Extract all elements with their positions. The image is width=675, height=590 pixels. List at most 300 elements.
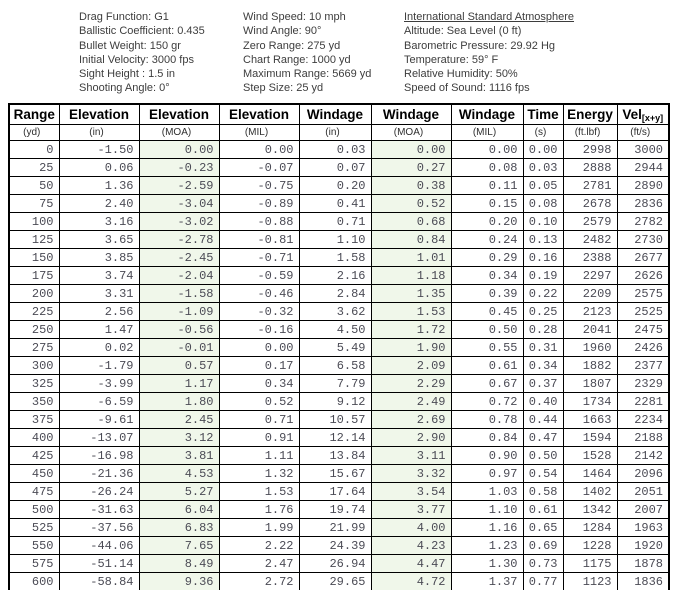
cell: 525 [9, 519, 59, 537]
cell: 0.08 [523, 195, 563, 213]
cell: 450 [9, 465, 59, 483]
unit-energy: (ft.lbf) [563, 125, 617, 141]
cell: -37.56 [59, 519, 139, 537]
cell: 13.84 [299, 447, 371, 465]
unit-windage-mil: (MIL) [451, 125, 523, 141]
setting-altitude: Altitude: Sea Level (0 ft) [404, 25, 522, 38]
cell: -3.02 [139, 213, 219, 231]
cell: 2579 [563, 213, 617, 231]
header-elevation-mil: Elevation [219, 104, 299, 125]
cell: 0.84 [371, 231, 451, 249]
cell: -58.84 [59, 573, 139, 590]
cell: 200 [9, 285, 59, 303]
cell: 2525 [617, 303, 669, 321]
cell: -0.88 [219, 213, 299, 231]
cell: 0.00 [371, 141, 451, 159]
table-row [9, 483, 669, 501]
cell: 2.84 [299, 285, 371, 303]
cell: 0.24 [451, 231, 523, 249]
cell: 4.47 [371, 555, 451, 573]
cell: 550 [9, 537, 59, 555]
cell: 2.56 [59, 303, 139, 321]
cell: 125 [9, 231, 59, 249]
cell: 2.09 [371, 357, 451, 375]
cell: 1.10 [451, 501, 523, 519]
cell: 0.00 [523, 141, 563, 159]
cell: -2.04 [139, 267, 219, 285]
cell: 1.03 [451, 483, 523, 501]
setting-ballistic-coefficient: Ballistic Coefficient: 0.435 [79, 25, 205, 38]
cell: 2096 [617, 465, 669, 483]
cell: 2575 [617, 285, 669, 303]
cell: -0.01 [139, 339, 219, 357]
cell: 19.74 [299, 501, 371, 519]
cell: 2730 [617, 231, 669, 249]
cell: -1.50 [59, 141, 139, 159]
cell: 15.67 [299, 465, 371, 483]
cell: 50 [9, 177, 59, 195]
cell: -31.63 [59, 501, 139, 519]
cell: 2.16 [299, 267, 371, 285]
cell: 5.49 [299, 339, 371, 357]
cell: 2.40 [59, 195, 139, 213]
cell: 0.25 [523, 303, 563, 321]
cell: 0.57 [139, 357, 219, 375]
cell: 2209 [563, 285, 617, 303]
header-windage-mil: Windage [451, 104, 523, 125]
cell: 2142 [617, 447, 669, 465]
cell: 0.20 [451, 213, 523, 231]
atmosphere-title: International Standard Atmosphere [404, 11, 575, 23]
table-row [9, 159, 669, 177]
unit-elevation-in: (in) [59, 125, 139, 141]
cell: 0.31 [523, 339, 563, 357]
cell: 0.39 [451, 285, 523, 303]
cell: 0.45 [451, 303, 523, 321]
table-units-row [9, 125, 669, 141]
setting-barometric-pressure: Barometric Pressure: 29.92 Hg [404, 39, 556, 52]
cell: -44.06 [59, 537, 139, 555]
cell: 1175 [563, 555, 617, 573]
cell: 0.08 [451, 159, 523, 177]
cell: 0.71 [219, 411, 299, 429]
cell: 2482 [563, 231, 617, 249]
cell: 2329 [617, 375, 669, 393]
cell: 0.00 [451, 141, 523, 159]
cell: 3.32 [371, 465, 451, 483]
cell: -0.46 [219, 285, 299, 303]
cell: 1663 [563, 411, 617, 429]
cell: 2626 [617, 267, 669, 285]
setting-wind-speed: Wind Speed: 10 mph [243, 11, 346, 23]
cell: 3.62 [299, 303, 371, 321]
cell: 425 [9, 447, 59, 465]
cell: 3.31 [59, 285, 139, 303]
cell: 2.90 [371, 429, 451, 447]
cell: 1402 [563, 483, 617, 501]
cell: -3.04 [139, 195, 219, 213]
cell: 1.11 [219, 447, 299, 465]
cell: 0.17 [219, 357, 299, 375]
header-velocity [617, 104, 669, 125]
cell: 0.20 [299, 177, 371, 195]
cell: 3.81 [139, 447, 219, 465]
cell: 0.15 [451, 195, 523, 213]
header-energy: Energy [563, 104, 617, 125]
cell: 6.83 [139, 519, 219, 537]
cell: 0.00 [219, 339, 299, 357]
table-header-row [9, 104, 669, 125]
settings-column-projectile [79, 10, 205, 96]
unit-time: (s) [523, 125, 563, 141]
cell: 2.69 [371, 411, 451, 429]
cell: 7.65 [139, 537, 219, 555]
cell: 400 [9, 429, 59, 447]
cell: -21.36 [59, 465, 139, 483]
cell: 2234 [617, 411, 669, 429]
cell: -0.81 [219, 231, 299, 249]
cell: 1.80 [139, 393, 219, 411]
cell: 0.97 [451, 465, 523, 483]
table-row [9, 285, 669, 303]
cell: 0.47 [523, 429, 563, 447]
cell: 1.47 [59, 321, 139, 339]
cell: -0.16 [219, 321, 299, 339]
cell: 0.90 [451, 447, 523, 465]
cell: -1.09 [139, 303, 219, 321]
cell: 17.64 [299, 483, 371, 501]
cell: -0.89 [219, 195, 299, 213]
table-row [9, 267, 669, 285]
cell: 1.99 [219, 519, 299, 537]
header-velocity-label: Vel [622, 106, 642, 122]
settings-column-conditions [243, 10, 371, 96]
cell: 1.72 [371, 321, 451, 339]
cell: 3.65 [59, 231, 139, 249]
cell: 500 [9, 501, 59, 519]
unit-windage-moa: (MOA) [371, 125, 451, 141]
cell: 0.65 [523, 519, 563, 537]
cell: -0.75 [219, 177, 299, 195]
cell: 8.49 [139, 555, 219, 573]
cell: 2781 [563, 177, 617, 195]
cell: 1963 [617, 519, 669, 537]
cell: 0.50 [523, 447, 563, 465]
cell: 0.34 [219, 375, 299, 393]
cell: 2123 [563, 303, 617, 321]
cell: 0.28 [523, 321, 563, 339]
unit-elevation-moa: (MOA) [139, 125, 219, 141]
table-row [9, 447, 669, 465]
cell: 7.79 [299, 375, 371, 393]
cell: 350 [9, 393, 59, 411]
cell: -1.58 [139, 285, 219, 303]
cell: 0.19 [523, 267, 563, 285]
cell: 6.04 [139, 501, 219, 519]
cell: 0.69 [523, 537, 563, 555]
cell: 4.23 [371, 537, 451, 555]
cell: -6.59 [59, 393, 139, 411]
setting-chart-range: Chart Range: 1000 yd [243, 53, 351, 66]
cell: 26.94 [299, 555, 371, 573]
cell: 1.76 [219, 501, 299, 519]
setting-wind-angle: Wind Angle: 90° [243, 25, 322, 38]
cell: 1528 [563, 447, 617, 465]
cell: 150 [9, 249, 59, 267]
cell: 6.58 [299, 357, 371, 375]
header-windage-in: Windage [299, 104, 371, 125]
cell: -0.71 [219, 249, 299, 267]
setting-maximum-range: Maximum Range: 5669 yd [243, 68, 372, 81]
cell: 0.58 [523, 483, 563, 501]
cell: 0.71 [299, 213, 371, 231]
unit-range: (yd) [9, 125, 59, 141]
cell: 2.47 [219, 555, 299, 573]
header-range: Range [9, 104, 59, 125]
cell: 0.38 [371, 177, 451, 195]
unit-velocity: (ft/s) [617, 125, 669, 141]
cell: 0 [9, 141, 59, 159]
cell: 375 [9, 411, 59, 429]
table-body [9, 141, 669, 590]
cell: 2944 [617, 159, 669, 177]
table-row [9, 393, 669, 411]
cell: 3.77 [371, 501, 451, 519]
cell: 325 [9, 375, 59, 393]
table-row [9, 465, 669, 483]
cell: 0.61 [523, 501, 563, 519]
table-row [9, 537, 669, 555]
table-row [9, 213, 669, 231]
table-row [9, 375, 669, 393]
cell: 2.22 [219, 537, 299, 555]
table-row [9, 429, 669, 447]
cell: 0.27 [371, 159, 451, 177]
cell: 1.10 [299, 231, 371, 249]
setting-bullet-weight: Bullet Weight: 150 gr [79, 39, 181, 52]
cell: 0.13 [523, 231, 563, 249]
cell: 575 [9, 555, 59, 573]
cell: 1594 [563, 429, 617, 447]
table-row [9, 519, 669, 537]
cell: 2007 [617, 501, 669, 519]
cell: 2836 [617, 195, 669, 213]
cell: 2041 [563, 321, 617, 339]
cell: 21.99 [299, 519, 371, 537]
header-time: Time [523, 104, 563, 125]
cell: 1.18 [371, 267, 451, 285]
cell: 2426 [617, 339, 669, 357]
cell: 0.10 [523, 213, 563, 231]
table-row [9, 501, 669, 519]
cell: 3.16 [59, 213, 139, 231]
cell: -0.23 [139, 159, 219, 177]
cell: 3.74 [59, 267, 139, 285]
cell: 0.52 [371, 195, 451, 213]
cell: 2.45 [139, 411, 219, 429]
cell: 9.12 [299, 393, 371, 411]
header-velocity-subscript: [x+y] [641, 112, 664, 123]
cell: 1.17 [139, 375, 219, 393]
cell: -3.99 [59, 375, 139, 393]
table-row [9, 195, 669, 213]
cell: 10.57 [299, 411, 371, 429]
cell: -13.07 [59, 429, 139, 447]
cell: 4.50 [299, 321, 371, 339]
cell: 0.72 [451, 393, 523, 411]
cell: 0.00 [219, 141, 299, 159]
table-row [9, 303, 669, 321]
cell: 3000 [617, 141, 669, 159]
cell: 1284 [563, 519, 617, 537]
cell: 3.85 [59, 249, 139, 267]
cell: 0.06 [59, 159, 139, 177]
cell: 0.22 [523, 285, 563, 303]
unit-elevation-mil: (MIL) [219, 125, 299, 141]
cell: 1.37 [451, 573, 523, 590]
cell: 3.12 [139, 429, 219, 447]
cell: 4.00 [371, 519, 451, 537]
cell: 0.02 [59, 339, 139, 357]
cell: 1.36 [59, 177, 139, 195]
cell: 1.32 [219, 465, 299, 483]
cell: 1.01 [371, 249, 451, 267]
setting-initial-velocity: Initial Velocity: 3000 fps [79, 53, 194, 66]
cell: -1.79 [59, 357, 139, 375]
table-row [9, 231, 669, 249]
cell: -26.24 [59, 483, 139, 501]
cell: 2890 [617, 177, 669, 195]
cell: 475 [9, 483, 59, 501]
cell: 1.90 [371, 339, 451, 357]
table-row [9, 249, 669, 267]
header-elevation-in: Elevation [59, 104, 139, 125]
cell: 1.30 [451, 555, 523, 573]
cell: 0.07 [299, 159, 371, 177]
cell: 1920 [617, 537, 669, 555]
cell: 0.73 [523, 555, 563, 573]
cell: 5.27 [139, 483, 219, 501]
setting-shooting-angle: Shooting Angle: 0° [79, 82, 170, 95]
cell: 4.53 [139, 465, 219, 483]
cell: 1.53 [371, 303, 451, 321]
cell: 0.16 [523, 249, 563, 267]
cell: 0.68 [371, 213, 451, 231]
cell: 0.40 [523, 393, 563, 411]
cell: 0.91 [219, 429, 299, 447]
cell: 0.61 [451, 357, 523, 375]
cell: 3.11 [371, 447, 451, 465]
cell: 0.37 [523, 375, 563, 393]
cell: 2377 [617, 357, 669, 375]
cell: 1464 [563, 465, 617, 483]
cell: 250 [9, 321, 59, 339]
cell: 9.36 [139, 573, 219, 590]
setting-temperature: Temperature: 59° F [404, 53, 499, 66]
setting-relative-humidity: Relative Humidity: 50% [404, 68, 518, 81]
ballistics-table [8, 103, 670, 590]
setting-drag-function: Drag Function: G1 [79, 11, 169, 23]
table-row [9, 357, 669, 375]
cell: 0.00 [139, 141, 219, 159]
cell: 2888 [563, 159, 617, 177]
cell: 0.34 [451, 267, 523, 285]
setting-step-size: Step Size: 25 yd [243, 82, 324, 95]
cell: -9.61 [59, 411, 139, 429]
table-row [9, 573, 669, 590]
cell: 0.11 [451, 177, 523, 195]
table-row [9, 411, 669, 429]
cell: 0.50 [451, 321, 523, 339]
cell: 0.54 [523, 465, 563, 483]
cell: 0.34 [523, 357, 563, 375]
setting-zero-range: Zero Range: 275 yd [243, 39, 341, 52]
cell: -0.59 [219, 267, 299, 285]
cell: 275 [9, 339, 59, 357]
cell: 2281 [617, 393, 669, 411]
cell: 1878 [617, 555, 669, 573]
cell: 2188 [617, 429, 669, 447]
cell: 25 [9, 159, 59, 177]
cell: 0.03 [299, 141, 371, 159]
cell: 1123 [563, 573, 617, 590]
cell: 300 [9, 357, 59, 375]
cell: 0.67 [451, 375, 523, 393]
cell: 0.03 [523, 159, 563, 177]
cell: 1882 [563, 357, 617, 375]
cell: 1836 [617, 573, 669, 590]
cell: 2297 [563, 267, 617, 285]
cell: -2.45 [139, 249, 219, 267]
cell: 1.58 [299, 249, 371, 267]
table-row [9, 555, 669, 573]
cell: 2.49 [371, 393, 451, 411]
cell: 0.78 [451, 411, 523, 429]
cell: 1807 [563, 375, 617, 393]
cell: 1960 [563, 339, 617, 357]
cell: 2051 [617, 483, 669, 501]
cell: 2475 [617, 321, 669, 339]
cell: 2388 [563, 249, 617, 267]
header-elevation-moa: Elevation [139, 104, 219, 125]
cell: 225 [9, 303, 59, 321]
cell: 600 [9, 573, 59, 590]
cell: 0.77 [523, 573, 563, 590]
cell: 0.44 [523, 411, 563, 429]
setting-speed-of-sound: Speed of Sound: 1116 fps [404, 82, 530, 95]
table-row [9, 339, 669, 357]
settings-column-atmosphere [404, 10, 574, 96]
cell: 1.35 [371, 285, 451, 303]
cell: 175 [9, 267, 59, 285]
cell: -51.14 [59, 555, 139, 573]
cell: 4.72 [371, 573, 451, 590]
cell: 29.65 [299, 573, 371, 590]
cell: 2782 [617, 213, 669, 231]
cell: 0.55 [451, 339, 523, 357]
cell: 2.72 [219, 573, 299, 590]
cell: -0.32 [219, 303, 299, 321]
table-row [9, 177, 669, 195]
cell: 1228 [563, 537, 617, 555]
cell: -0.56 [139, 321, 219, 339]
cell: 3.54 [371, 483, 451, 501]
cell: 2.29 [371, 375, 451, 393]
unit-windage-in: (in) [299, 125, 371, 141]
cell: -0.07 [219, 159, 299, 177]
table-row [9, 141, 669, 159]
cell: 12.14 [299, 429, 371, 447]
